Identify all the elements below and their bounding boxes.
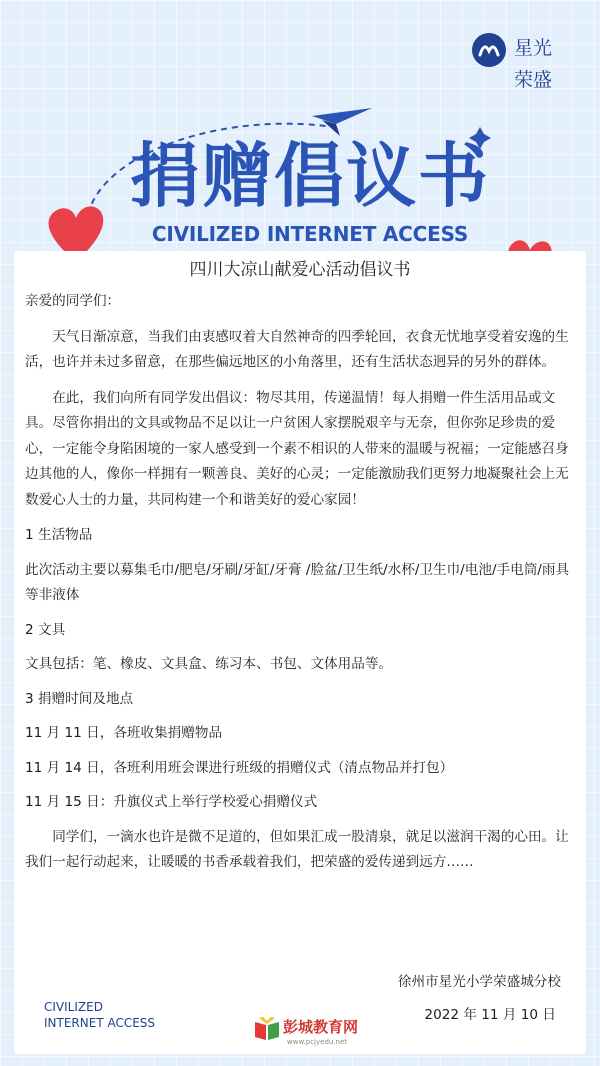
greeting: 亲爱的同学们： xyxy=(25,293,121,309)
paragraph: 天气日渐凉意，当我们由衷感叹着大自然神奇的四季轮回，衣食无忧地享受着安逸的生活，也许并未过多留意，在那些偏远地区的小角落里，还有生活状态迥异的另外的群体。 xyxy=(25,328,569,370)
poster-title: 捐赠倡议书 xyxy=(130,135,490,217)
document-paper xyxy=(14,251,586,1054)
footer-tagline xyxy=(44,999,194,1031)
section-text: 此次活动主要以募集毛巾/肥皂/牙刷/牙缸/牙膏 /脸盆/卫生纸/水杯/卫生巾/电池/手电筒/雨具等非液体 xyxy=(25,561,570,603)
schedule-item: 11 月 15 日：升旗仪式上举行学校爱心捐赠仪式 xyxy=(25,794,318,810)
brand-name-line1: 星光 xyxy=(514,37,553,59)
logo-badge xyxy=(472,33,506,67)
section-heading: 2 文具 xyxy=(25,621,66,638)
paragraph: 在此，我们向所有同学发出倡议：物尽其用，传递温情！每人捐赠一件生活用品或文具。尽管你捐出的文具或物品不足以让一户贫困人家摆脱艰辛与无奈，但你弥足珍贵的爱心，一定能令身陷困境的一家人感受到一个素不相识的人带来的温暖与祝福；一定能感召身边其他的人，像你一样拥有一颗善良、美好的心灵；一定能激励我们更努力地凝聚社会上无数爱心人士的力量，共同构建一个和谐美好的爱心家园！ xyxy=(25,389,569,508)
logo-mark-icon xyxy=(472,33,506,67)
section-heading: 1 生活物品 xyxy=(25,527,93,543)
schedule-item: 11 月 14 日，各班利用班会课进行班级的捐赠仪式（清点物品并打包） xyxy=(25,759,454,776)
section-heading: 3 捐赠时间及地点 xyxy=(25,690,134,707)
brand-logo xyxy=(472,32,562,102)
brand-name xyxy=(514,32,560,96)
paper-plane-icon xyxy=(312,108,372,136)
watermark-name: 彭城教育网 xyxy=(283,1018,359,1036)
watermark-url: www.pcjyedu.net xyxy=(287,1038,348,1046)
footer-line1: CIVILIZED xyxy=(44,1000,103,1014)
watermark xyxy=(253,1014,363,1048)
brand-name-line2: 荣盛 xyxy=(514,69,553,91)
document-body xyxy=(25,289,575,876)
document-title: 四川大凉山献爱心活动倡议书 xyxy=(189,260,411,280)
book-icon xyxy=(253,1016,281,1042)
schedule-item: 11 月 11 日，各班收集捐赠物品 xyxy=(25,725,223,741)
footer-line2: INTERNET ACCESS xyxy=(44,1016,156,1030)
poster-subtitle: CIVILIZED INTERNET ACCESS xyxy=(151,222,469,246)
date: 2022 年 11 月 10 日 xyxy=(424,1007,556,1023)
section-text: 文具包括：笔、橡皮、文具盒、练习本、书包、文体用品等。 xyxy=(25,656,393,672)
closing-paragraph: 同学们，一滴水也许是微不足道的，但如果汇成一股清泉，就足以滋润干渴的心田。让我们一起行动起来，让暖暖的书香承载着我们，把荣盛的爱传递到远方…… xyxy=(25,828,569,870)
signature: 徐州市星光小学荣盛城分校 xyxy=(397,974,561,990)
